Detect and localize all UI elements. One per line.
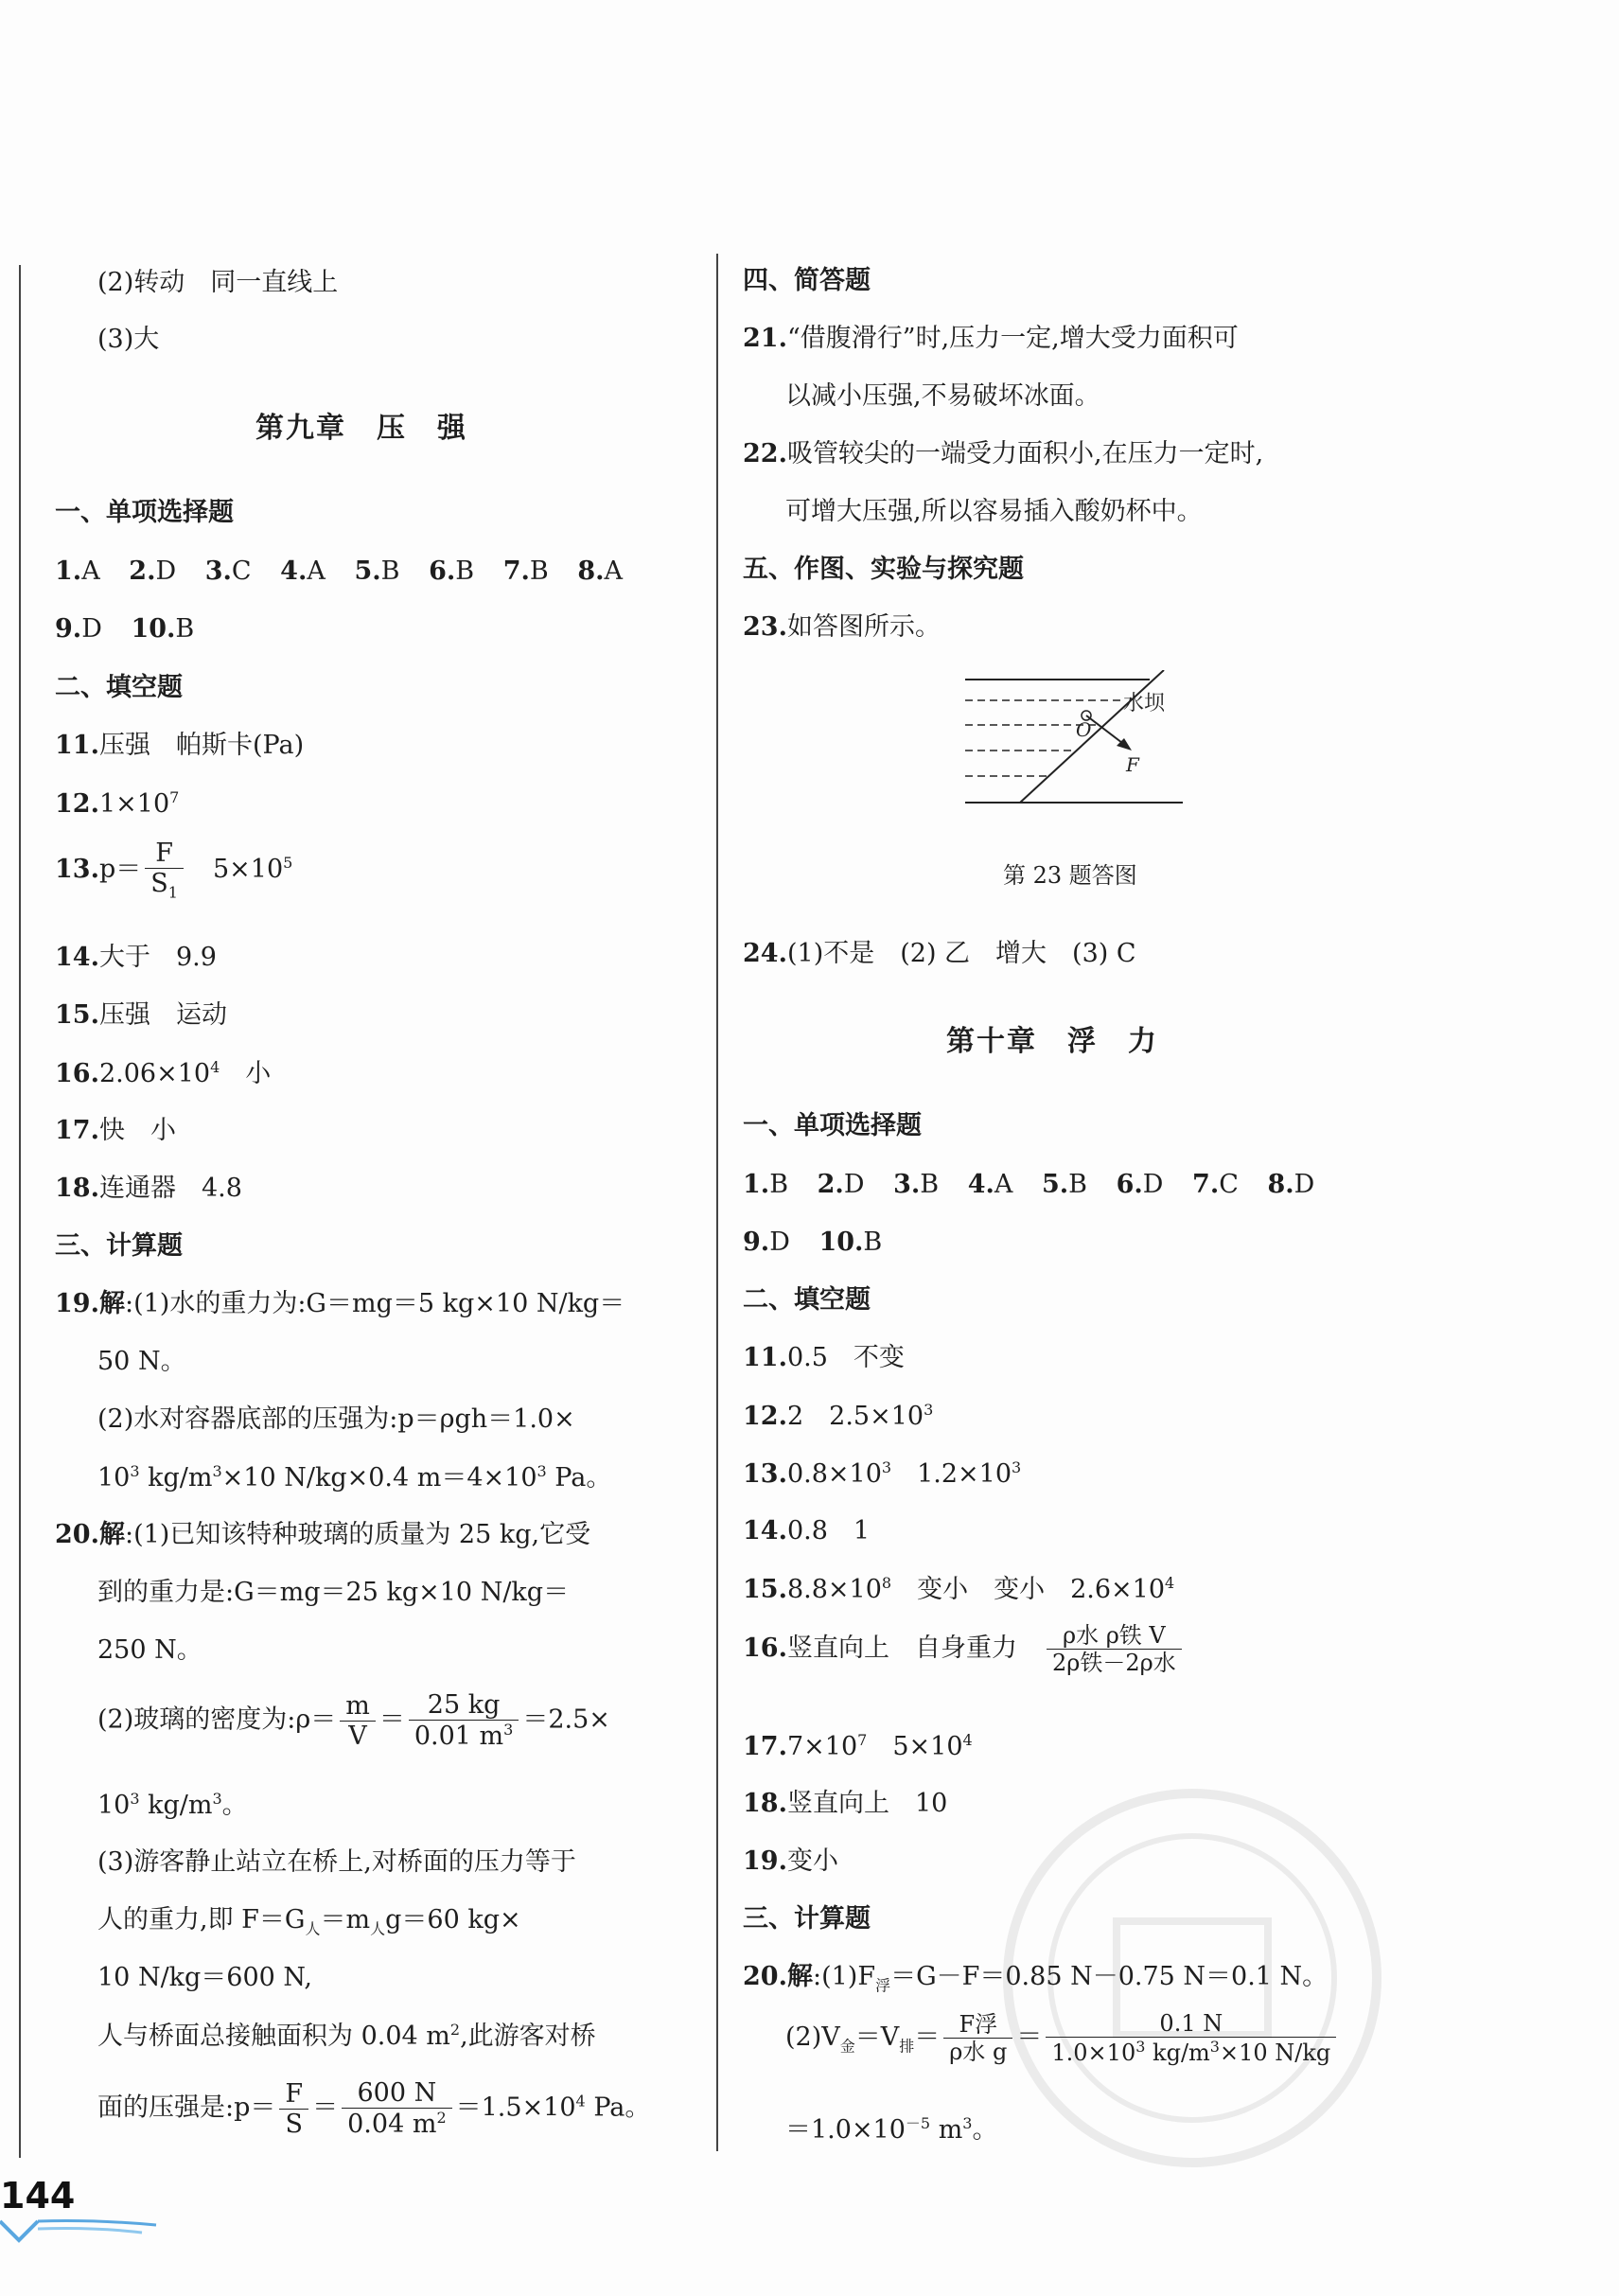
fraction: $\frac{m}{V}$ (340, 1693, 376, 1749)
mc-item: 7.C (1192, 1170, 1239, 1199)
mc-item: 5.B (1041, 1170, 1087, 1199)
wave-decoration (0, 2221, 38, 2240)
fraction: $\frac{\text{F浮}}{\text{ρ水 g}}$ (943, 2013, 1012, 2063)
section-heading: 一、单项选择题 (743, 1111, 922, 1140)
section-heading: 二、填空题 (55, 673, 183, 702)
answer-line: $10^3$ $kg/m^3$。 (97, 1790, 248, 1820)
answer-line: 以减小压强,不易破坏冰面。 (785, 381, 1100, 411)
answer-line: (2)玻璃的密度为:ρ＝ $\frac{m}{V}$ ＝ $\frac{25 kg}{0.01 m^3}$ ＝2.5× (97, 1690, 610, 1751)
mc-row (743, 1172, 1314, 1197)
dam-wall (1020, 670, 1164, 803)
mc-item: 8.D (1267, 1170, 1315, 1199)
mc-item: 9.D (743, 1227, 790, 1257)
answer-line: 24.(1)不是 (2) 乙 增大 (3) C (743, 939, 1136, 968)
mc-item: 7.B (502, 556, 549, 586)
page-number: 144 (0, 2175, 76, 2217)
answer-line: 14.0.8 1 (743, 1516, 871, 1545)
force-f-label: F (1126, 753, 1139, 776)
answer-line: 250 N。 (97, 1635, 202, 1665)
mc-item: 8.A (577, 556, 624, 586)
mc-item: 4.A (280, 556, 326, 586)
answer-line: $17.7\times 10^7$ $5\times 10^4$ (743, 1731, 973, 1761)
mc-item: 4.A (967, 1170, 1013, 1199)
answer-line: 19.变小 (743, 1846, 838, 1876)
fraction: $\frac{F}{S_1}$ (145, 840, 184, 900)
answer-line: 11.压强 帕斯卡(Pa) (55, 731, 305, 760)
answer-line: $12.1\times 10^7$ (55, 788, 180, 819)
mc-item: 9.D (55, 614, 102, 644)
mc-item: 10.B (131, 614, 195, 644)
answer-line: 16.竖直向上 自身重力 $\frac{\text{ρ水 ρ铁 V}}{\text{2ρ铁－2ρ水}}$ (743, 1624, 1186, 1674)
answer-line: 22.吸管较尖的一端受力面积小,在压力一定时, (743, 439, 1264, 468)
answer-line: $16.2.06\times 10^4$ 小 (55, 1058, 272, 1088)
answer-line: 18.竖直向上 10 (743, 1789, 948, 1818)
answer-line: (2)水对容器底部的压强为:p＝ρgh＝1.0× (97, 1404, 575, 1434)
fraction: $\frac{F}{S}$ (279, 2081, 308, 2137)
fraction: $\frac{\text{ρ水 ρ铁 V}}{\text{2ρ铁－2ρ水}}$ (1047, 1624, 1182, 1674)
answer-line: 17.快 小 (55, 1116, 176, 1145)
dam-figure (956, 670, 1192, 812)
section-heading: 一、单项选择题 (55, 498, 234, 527)
answer-line: 10 N/kg＝600 N, (97, 1963, 312, 1992)
mc-item: 2.D (817, 1170, 865, 1199)
answer-line: 人与桥面总接触面积为 0.04 $m^2$,此游客对桥 (97, 2021, 596, 2051)
answer-line: 50 N。 (97, 1347, 186, 1376)
answer-line: 15.压强 运动 (55, 1000, 227, 1030)
answer-line: $=1.0\times 10^{-5}$ $m^3$。 (785, 2114, 998, 2145)
answer-line: 到的重力是:G＝mg＝25 kg×10 N/kg＝ (97, 1578, 570, 1607)
answer-line: $15.8.8\times 10^8$ 变小 变小 $2.6\times 10^4$ (743, 1574, 1175, 1604)
chapter-9-title: 第九章 压 强 (255, 412, 467, 445)
answer-line: 19.解:(1)水的重力为:G＝mg＝5 kg×10 N/kg＝ (55, 1289, 625, 1318)
section-heading: 三、计算题 (743, 1904, 871, 1934)
answer-line: 18.连通器 4.8 (55, 1174, 242, 1203)
mc-item: 1.A (55, 556, 100, 586)
force-arrow (1086, 715, 1126, 746)
column-divider (716, 254, 718, 2151)
answer-line: 人的重力,即 $F=G_人=m_人g=60$ kg× (97, 1905, 521, 1938)
answer-line: 20.解$:(1)F_浮=G-F=0.85$ N－0.75 N＝0.1 N。 (743, 1962, 1329, 1995)
mc-item: 5.B (354, 556, 400, 586)
answer-line: 21.“借腹滑行”时,压力一定,增大受力面积可 (743, 324, 1239, 353)
answer-line: 可增大压强,所以容易插入酸奶杯中。 (785, 497, 1203, 526)
answer-line: $(2)V_金=V_排=$ $\frac{\text{F浮}}{\text{ρ水 g}}$ ＝ $\frac{0.1 N}{1.0\times 10^3 kg/m^3\times 10 N/kg}$ (785, 2012, 1340, 2064)
mc-item: 10.B (818, 1227, 883, 1257)
dam-label: 水坝 (1123, 692, 1166, 715)
answer-line: (2)转动 同一直线上 (97, 268, 339, 297)
mc-item: 1.B (743, 1170, 789, 1199)
left-margin-line (19, 265, 21, 2158)
answer-line: 面的压强是:p＝ $\frac{F}{S}$ ＝ $\frac{600 N}{0.04 m^2}$ $=1.5\times 10^4$ Pa。 (97, 2078, 651, 2139)
mc-item: 6.D (1116, 1170, 1164, 1199)
fraction: $\frac{600 N}{0.04 m^2}$ (342, 2080, 452, 2137)
page-number-badge (0, 2172, 161, 2257)
section-heading: 二、填空题 (743, 1285, 871, 1315)
answer-line: 12.2 $2.5\times 10^3$ (743, 1401, 934, 1431)
mc-item: 2.D (129, 556, 177, 586)
section-heading: 四、简答题 (743, 266, 871, 295)
fraction: $\frac{0.1 N}{1.0\times 10^3 kg/m^3\times 10 N/kg}$ (1046, 2012, 1336, 2064)
answer-line: $13.0.8\times 10^3$ $1.2\times 10^3$ (743, 1458, 1022, 1489)
mc-row (743, 1229, 882, 1255)
section-heading: 三、计算题 (55, 1231, 183, 1261)
answer-line: (3)大 (97, 325, 160, 354)
mc-item: 3.B (893, 1170, 940, 1199)
answer-line: 13.p＝ $\frac{F}{S_1}$ $5\times 10^5$ (55, 839, 293, 902)
fraction: $\frac{25 kg}{0.01 m^3}$ (409, 1692, 519, 1749)
chapter-10-title: 第十章 浮 力 (946, 1025, 1158, 1058)
mc-row (55, 616, 194, 642)
answer-line: (3)游客静止站立在桥上,对桥面的压力等于 (97, 1847, 576, 1877)
answer-line: 11.0.5 不变 (743, 1343, 905, 1372)
mc-item: 3.C (204, 556, 252, 586)
mc-item: 6.B (429, 556, 475, 586)
answer-line: $10^3$ $kg/m^3\times 10$ N/kg×0.4 $m=4\times 10^3$ Pa。 (97, 1462, 612, 1492)
answer-line: 20.解:(1)已知该特种玻璃的质量为 25 kg,它受 (55, 1520, 591, 1549)
answer-line: 23.如答图所示。 (743, 612, 941, 642)
answer-line: 14.大于 9.9 (55, 943, 217, 972)
point-o-label: O (1076, 718, 1092, 741)
section-heading: 五、作图、实验与探究题 (743, 555, 1024, 584)
mc-row (55, 558, 623, 584)
watermark-stamp (994, 1779, 1391, 2177)
figure-caption: 第 23 题答图 (1003, 862, 1137, 889)
